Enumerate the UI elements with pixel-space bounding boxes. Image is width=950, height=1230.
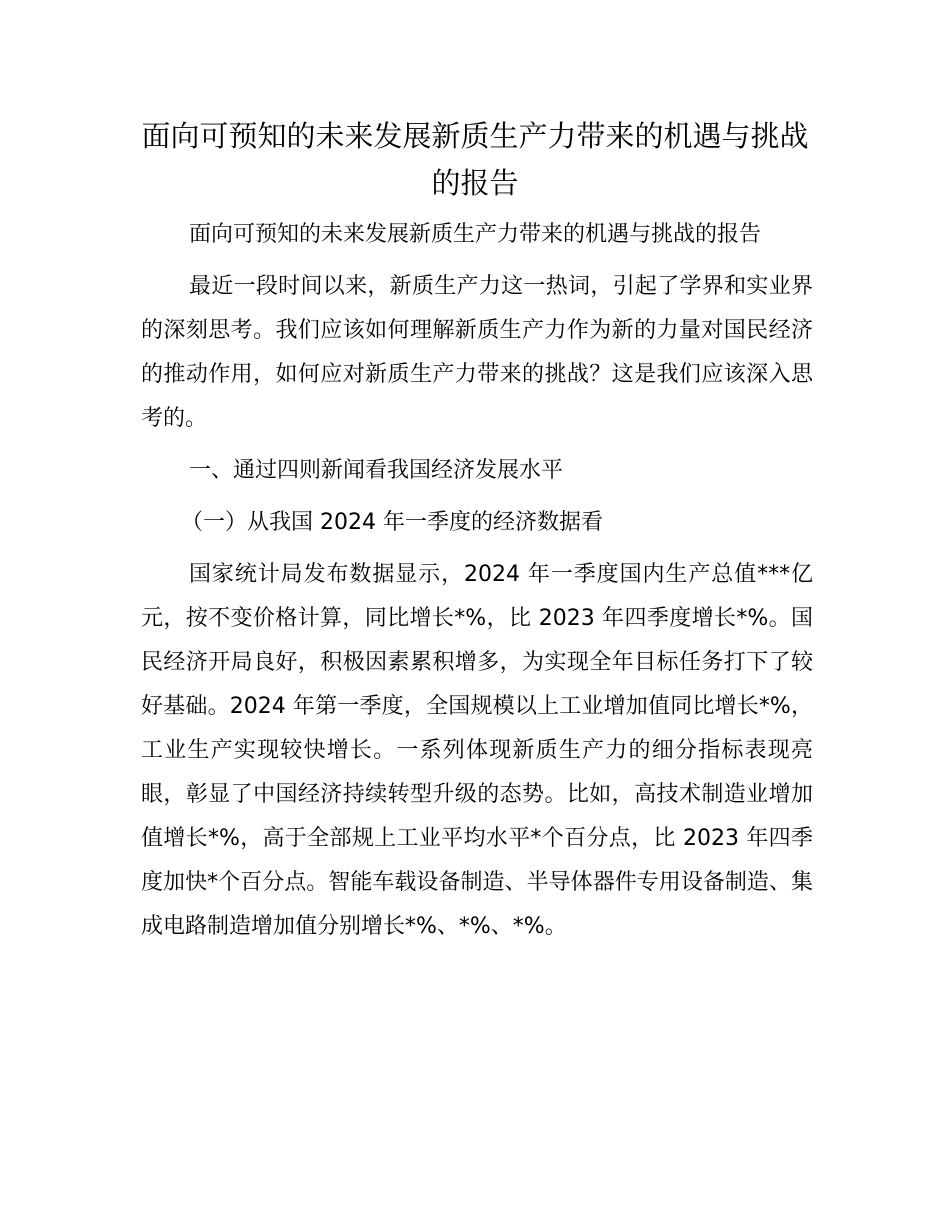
paragraph-economic-data: 国家统计局发布数据显示，2024 年一季度国内生产总值***亿元，按不变价格计算，同比增长*%，比 2023 年四季度增长*%。国民经济开局良好，积极因素累积增多，为实现全年目标任务打下了较好基础。2024 年第一季度，全国规模以上工业增加值同比增长*%，工业生产实现较快增长。一系列体现新质生产力的细分指标表现亮眼，彰显了中国经济持续转型升级的态势。比如，高技术制造业增加值增长*%，高于全部规上工业平均水平*个百分点，比 2023 年四季度加快*个百分点。智能车载设备制造、半导体器件专用设备制造、集成电路制造增加值分别增长*%、*%、*%。 — [141, 562, 813, 939]
subsection-heading: （一）从我国 2024 年一季度的经济数据看 — [181, 510, 603, 535]
paragraph-title-repeat: 面向可预知的未来发展新质生产力带来的机遇与挑战的报告 — [189, 222, 762, 247]
document-title: 面向可预知的未来发展新质生产力带来的机遇与挑战的报告 — [141, 119, 809, 200]
paragraph-intro: 最近一段时间以来，新质生产力这一热词，引起了学界和实业界的深刻思考。我们应该如何理解新质生产力作为新的力量对国民经济的推动作用，如何应对新质生产力带来的挑战？这是我们应该深入思考的。 — [141, 274, 813, 431]
document-body — [141, 213, 813, 949]
section-heading: 一、通过四则新闻看我国经济发展水平 — [189, 458, 564, 483]
